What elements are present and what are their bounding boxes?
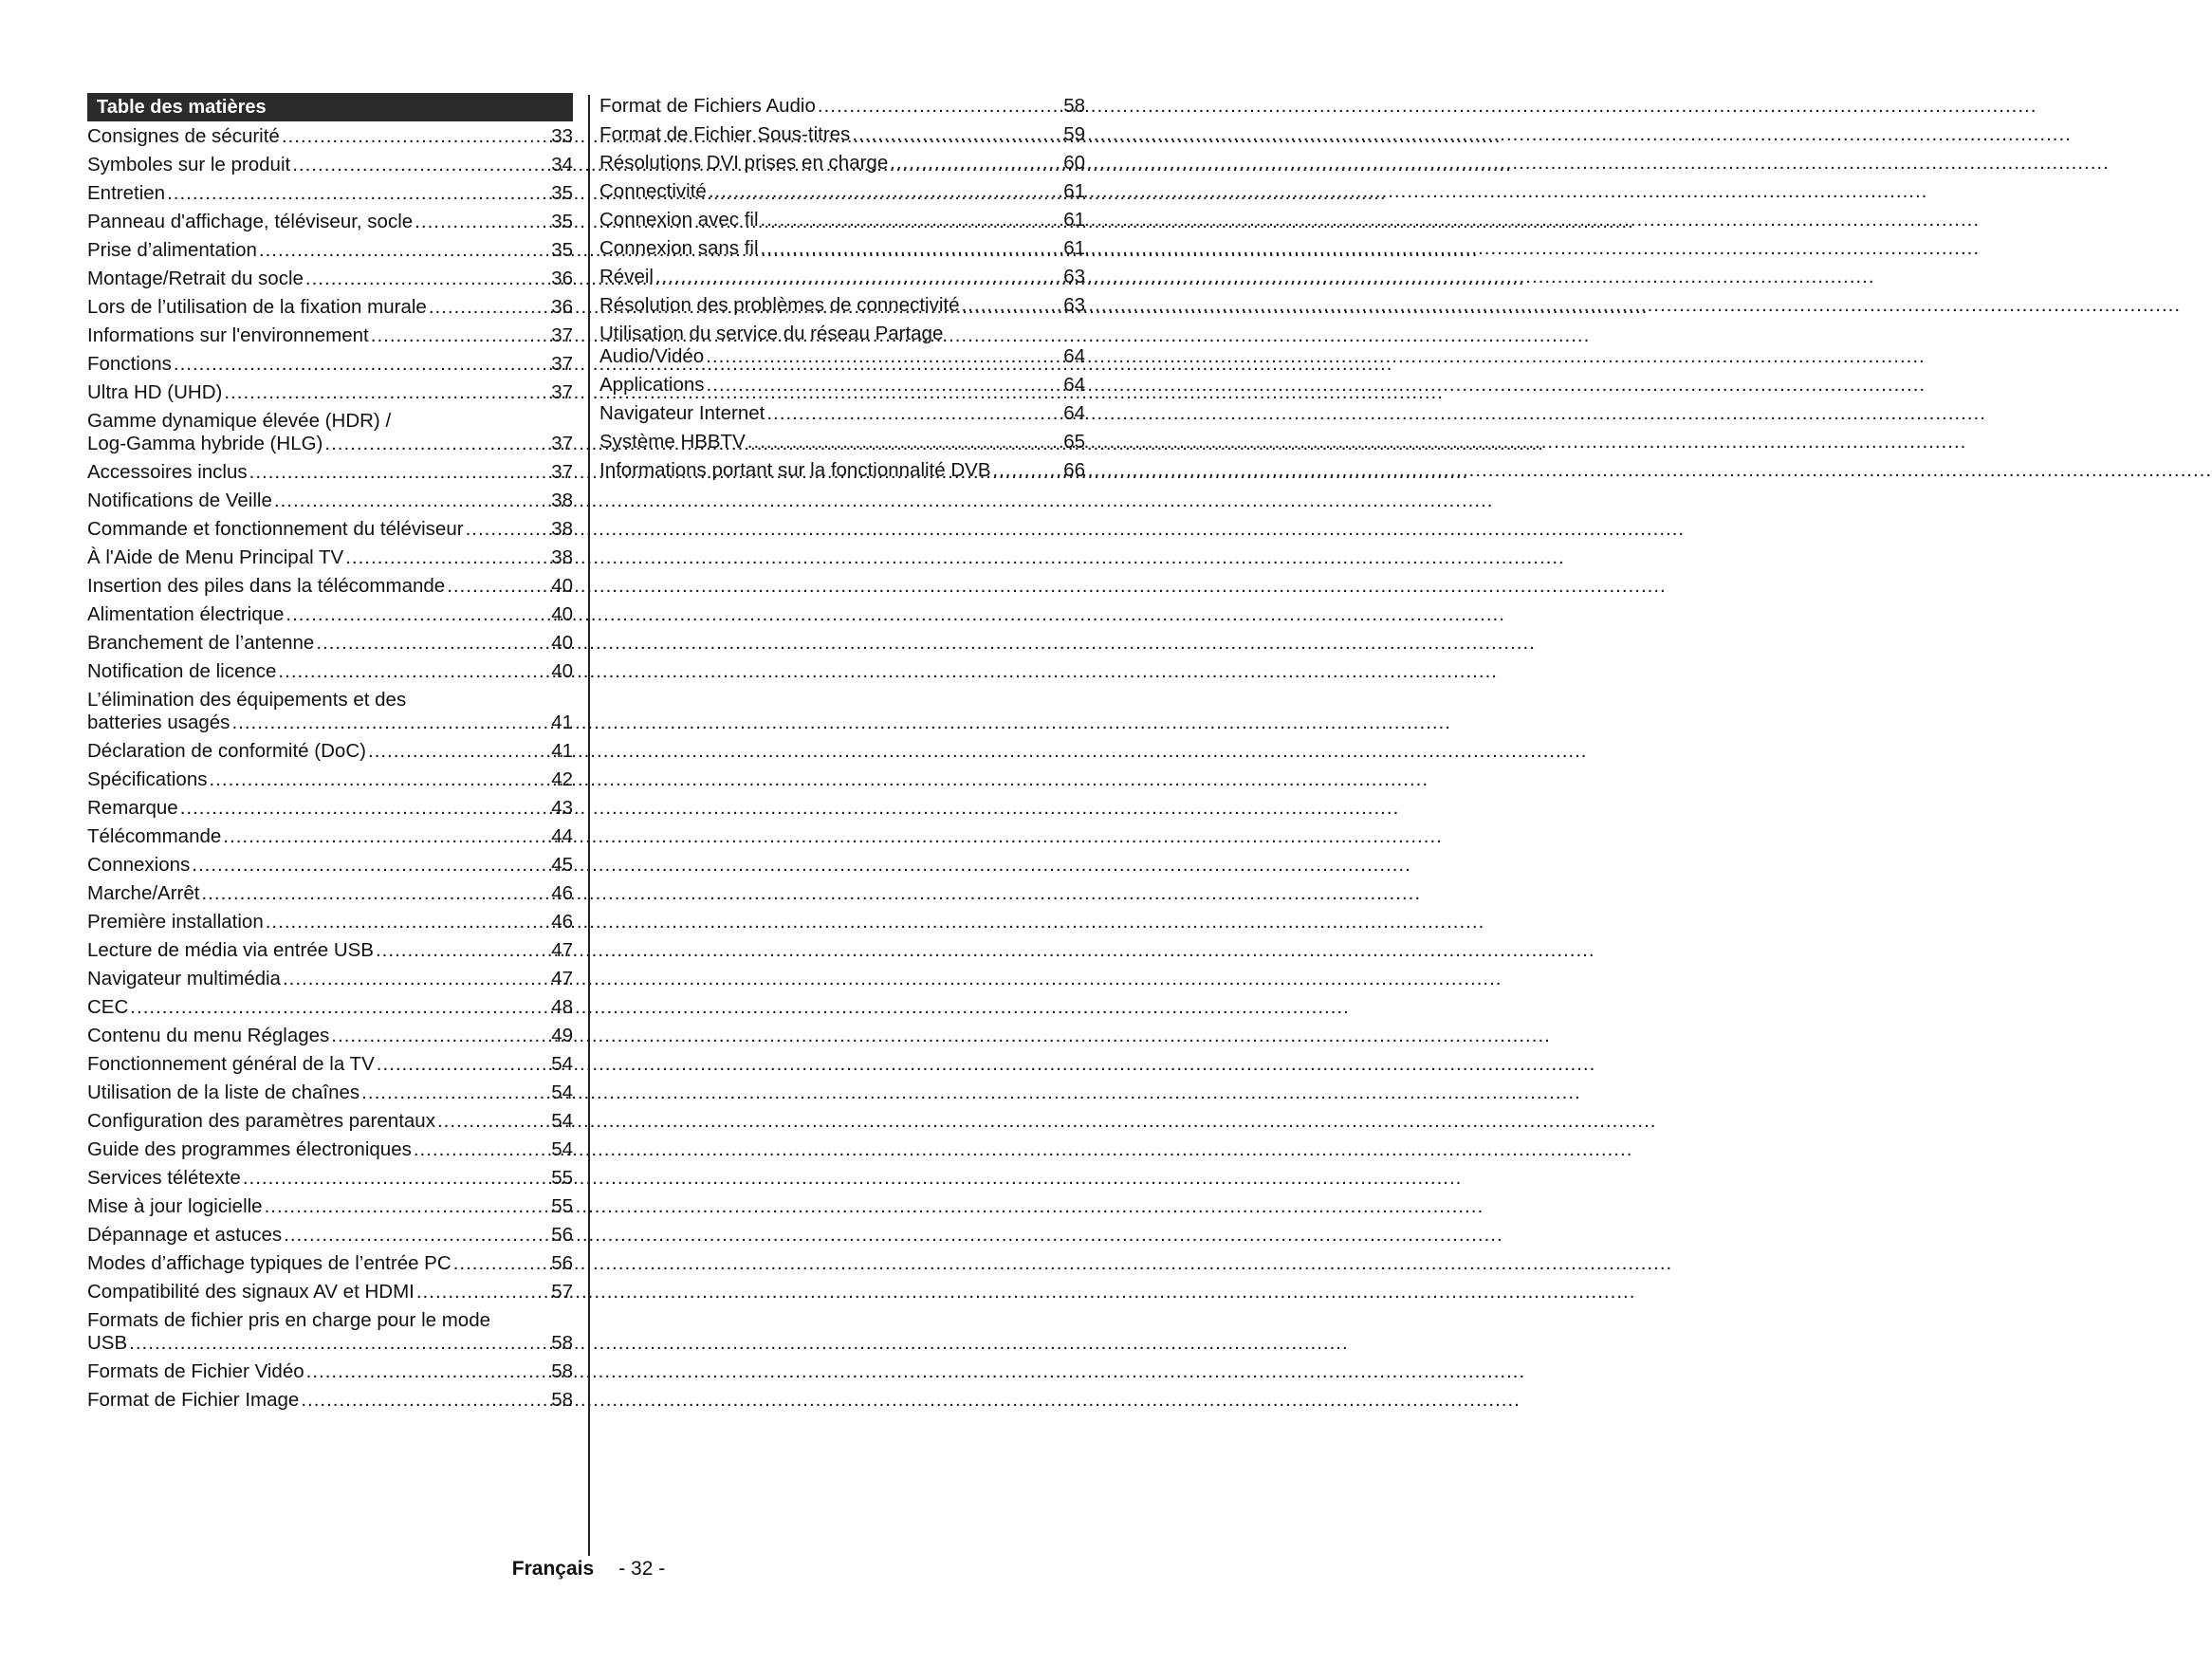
toc-entry-title: Fonctionnement général de la TV (87, 1053, 375, 1075)
dot-leader (447, 575, 549, 598)
toc-entry-title: Résolutions DVI prises en charge (599, 152, 889, 174)
toc-entry-row (87, 1332, 573, 1355)
toc-entry-title: Dépannage et astuces (87, 1224, 283, 1246)
toc-list-right (599, 92, 1085, 485)
toc-entry[interactable] (599, 206, 1085, 234)
dot-leader (761, 237, 1062, 260)
toc-entry-title: USB (87, 1332, 128, 1354)
toc-entry[interactable] (87, 122, 573, 151)
toc-entry-page: 34 (551, 154, 573, 176)
dot-leader (437, 1110, 549, 1133)
toc-entry-title: Système HBBTV (599, 431, 746, 453)
dot-leader (292, 154, 549, 176)
toc-entry[interactable] (599, 399, 1085, 428)
toc-entry-page: 42 (551, 768, 573, 790)
toc-entry[interactable] (87, 1050, 573, 1079)
toc-entry-title: Prise d’alimentation (87, 239, 257, 261)
toc-entry-page: 38 (551, 490, 573, 511)
toc-entry-title: Mise à jour logicielle (87, 1195, 263, 1217)
toc-entry-title-line1: L’élimination des équipements et des (87, 689, 407, 711)
toc-entry[interactable] (599, 371, 1085, 399)
toc-entry-title: Navigateur multimédia (87, 968, 281, 989)
toc-entry[interactable] (599, 92, 1085, 120)
dot-leader (283, 968, 549, 990)
toc-entry-page: 49 (551, 1025, 573, 1046)
toc-entry-title: Connexions (87, 854, 191, 876)
toc-entry-page: 61 (1063, 237, 1085, 259)
toc-entry-page: 54 (551, 1082, 573, 1103)
toc-entry-page: 37 (551, 353, 573, 375)
toc-entry-title: batteries usagés (87, 712, 230, 733)
toc-entry[interactable] (87, 487, 573, 515)
toc-entry[interactable] (87, 179, 573, 208)
toc-entry[interactable] (87, 1249, 573, 1278)
dot-leader (316, 632, 549, 655)
toc-entry[interactable] (599, 320, 1085, 371)
toc-entry[interactable] (87, 965, 573, 993)
toc-entry-title-line1: Formats de fichier pris en charge pour le mode (87, 1309, 491, 1331)
toc-entry[interactable] (87, 737, 573, 766)
toc-entry-title: Configuration des paramètres parentaux (87, 1110, 435, 1132)
toc-entry-title: Format de Fichier Sous-titres (599, 123, 851, 145)
toc-entry-page: 46 (551, 911, 573, 933)
toc-entry-title: Audio/Vidéo (599, 345, 705, 367)
dot-leader (466, 518, 550, 541)
toc-entry-page: 41 (551, 712, 573, 733)
toc-entry-title: Informations sur l'environnement (87, 324, 369, 346)
column-divider (588, 95, 590, 1556)
dot-leader (129, 1332, 549, 1355)
toc-entry[interactable] (87, 1107, 573, 1136)
toc-entry[interactable] (87, 236, 573, 265)
dot-leader (345, 546, 549, 569)
dot-leader (709, 180, 1061, 203)
dot-leader (265, 1195, 550, 1218)
toc-entry[interactable] (87, 544, 573, 572)
toc-entry-page: 40 (551, 603, 573, 625)
toc-entry-title: Connectivité (599, 180, 707, 202)
toc-entry-page: 37 (551, 381, 573, 403)
dot-leader (453, 1252, 550, 1275)
toc-entry[interactable] (87, 350, 573, 379)
toc-entry-title: Consignes de sécurité (87, 125, 280, 147)
toc-entry[interactable] (87, 1278, 573, 1306)
dot-leader (278, 660, 549, 683)
toc-entry[interactable] (87, 879, 573, 908)
toc-entry-title: Commande et fonctionnement du téléviseur (87, 518, 464, 540)
toc-entry[interactable] (87, 1386, 573, 1414)
toc-entry-title: Insertion des piles dans la télécommande (87, 575, 446, 597)
toc-entry[interactable] (87, 407, 573, 458)
footer-page-number: - 32 - (618, 1558, 666, 1580)
toc-entry-page: 37 (551, 324, 573, 346)
toc-entry-title-line1: Utilisation du service du réseau Partage (599, 323, 944, 344)
dot-leader (429, 296, 549, 319)
dot-leader (282, 125, 549, 148)
dot-leader (852, 123, 1061, 146)
toc-left-column (87, 93, 573, 1414)
toc-entry-page: 64 (1063, 402, 1085, 424)
toc-entry[interactable] (87, 322, 573, 350)
toc-entry-title: Résolution des problèmes de connectivité (599, 294, 960, 316)
toc-entry-page: 37 (551, 433, 573, 454)
dot-leader (130, 996, 549, 1019)
toc-entry-title: Contenu du menu Réglages (87, 1025, 330, 1046)
dot-leader (192, 854, 549, 877)
toc-entry-page: 44 (551, 825, 573, 847)
toc-entry[interactable] (599, 177, 1085, 206)
toc-entry-page: 36 (551, 268, 573, 289)
toc-entry-title: Format de Fichier Image (87, 1389, 300, 1411)
toc-entry[interactable] (87, 379, 573, 407)
toc-entry-page: 35 (551, 239, 573, 261)
toc-entry-page: 59 (1063, 123, 1085, 145)
dot-leader (284, 1224, 549, 1247)
dot-leader (706, 345, 1061, 368)
toc-entry-title: Modes d’affichage typiques de l’entrée PC (87, 1252, 452, 1274)
toc-entry[interactable] (87, 1079, 573, 1107)
toc-list-left (87, 122, 573, 1414)
toc-entry-page: 47 (551, 939, 573, 961)
toc-entry-page: 40 (551, 632, 573, 654)
toc-entry[interactable] (87, 1193, 573, 1221)
toc-entry[interactable] (87, 208, 573, 236)
dot-leader (223, 825, 549, 848)
dot-leader (201, 882, 549, 905)
toc-entry-page: 63 (1063, 266, 1085, 287)
toc-entry[interactable] (87, 151, 573, 179)
toc-entry-title: Montage/Retrait du socle (87, 268, 304, 289)
toc-entry-title: Spécifications (87, 768, 208, 790)
toc-entry[interactable] (87, 1136, 573, 1164)
dot-leader (274, 490, 549, 512)
toc-entry[interactable] (599, 149, 1085, 177)
toc-entry-page: 46 (551, 882, 573, 904)
dot-leader (415, 211, 549, 233)
toc-entry[interactable] (599, 234, 1085, 263)
toc-entry[interactable] (87, 629, 573, 657)
toc-entry-page: 55 (551, 1195, 573, 1217)
toc-entry[interactable] (87, 293, 573, 322)
toc-entry[interactable] (599, 456, 1085, 485)
toc-entry-title: Remarque (87, 797, 178, 819)
dot-leader (761, 209, 1062, 231)
dot-leader (243, 1167, 549, 1190)
toc-entry-page: 61 (1063, 209, 1085, 231)
toc-entry-title: Compatibilité des signaux AV et HDMI (87, 1281, 415, 1303)
toc-entry[interactable] (87, 657, 573, 686)
toc-entry-page: 64 (1063, 345, 1085, 367)
toc-entry[interactable] (87, 601, 573, 629)
toc-entry-row (599, 345, 1085, 368)
toc-entry-title: À l'Aide de Menu Principal TV (87, 546, 344, 568)
toc-entry-page: 66 (1063, 459, 1085, 481)
toc-entry[interactable] (87, 851, 573, 879)
toc-entry-title: Accessoires inclus (87, 461, 248, 483)
toc-entry[interactable] (87, 458, 573, 487)
toc-entry-page: 56 (551, 1224, 573, 1246)
dot-leader (266, 911, 549, 934)
dot-leader (655, 266, 1061, 288)
toc-entry-title: Réveil (599, 266, 654, 287)
dot-leader (377, 1053, 549, 1076)
toc-entry-page: 37 (551, 461, 573, 483)
toc-entry-title: Fonctions (87, 353, 172, 375)
toc-entry-title: Marche/Arrêt (87, 882, 200, 904)
toc-entry[interactable] (87, 766, 573, 794)
toc-entry-page: 54 (551, 1138, 573, 1160)
toc-entry-title: Utilisation de la liste de chaînes (87, 1082, 360, 1103)
toc-entry[interactable] (87, 1164, 573, 1193)
toc-entry-page: 58 (551, 1332, 573, 1354)
toc-entry-page: 35 (551, 211, 573, 232)
dot-leader (331, 1025, 549, 1047)
toc-entry-page: 35 (551, 182, 573, 204)
toc-entry-page: 48 (551, 996, 573, 1018)
toc-entry-page: 43 (551, 797, 573, 819)
toc-entry[interactable] (599, 428, 1085, 456)
dot-leader (747, 431, 1061, 453)
toc-entry-title: Télécommande (87, 825, 222, 847)
dot-leader (209, 768, 549, 791)
dot-leader (167, 182, 549, 205)
toc-heading: Table des matières (87, 93, 573, 121)
dot-leader (766, 402, 1061, 425)
toc-entry[interactable] (87, 1306, 573, 1358)
toc-entry-title: Notification de licence (87, 660, 277, 682)
toc-entry-page: 64 (1063, 374, 1085, 396)
toc-entry[interactable] (87, 993, 573, 1022)
toc-entry-title: Déclaration de conformité (DoC) (87, 740, 366, 762)
toc-entry[interactable] (87, 936, 573, 965)
toc-entry-title: Ultra HD (UHD) (87, 381, 223, 403)
toc-entry-title: Connexion avec fil (599, 209, 759, 231)
dot-leader (286, 603, 549, 626)
dot-leader (249, 461, 550, 484)
dot-leader (174, 353, 549, 376)
dot-leader (224, 381, 549, 404)
toc-entry-page: 36 (551, 296, 573, 318)
toc-entry-title: Lors de l’utilisation de la fixation murale (87, 296, 427, 318)
page-footer (0, 1558, 1177, 1581)
toc-entry-row (87, 712, 573, 734)
toc-entry-page: 60 (1063, 152, 1085, 174)
toc-entry[interactable] (599, 263, 1085, 291)
dot-leader (180, 797, 549, 820)
dot-leader (993, 459, 1062, 482)
toc-entry-page: 41 (551, 740, 573, 762)
toc-entry-title: Services télétexte (87, 1167, 241, 1189)
toc-entry[interactable] (87, 572, 573, 601)
toc-entry[interactable] (87, 908, 573, 936)
dot-leader (231, 712, 549, 734)
toc-entry-title: Log-Gamma hybride (HLG) (87, 433, 323, 454)
dot-leader (961, 294, 1061, 317)
toc-entry-page: 56 (551, 1252, 573, 1274)
toc-entry-title: CEC (87, 996, 129, 1018)
toc-entry[interactable] (599, 291, 1085, 320)
toc-right-column (599, 92, 1085, 485)
toc-entry-page: 61 (1063, 180, 1085, 202)
toc-entry-page: 33 (551, 125, 573, 147)
toc-entry-title: Informations portant sur la fonctionnalité DVB (599, 459, 991, 481)
toc-entry-title: Première installation (87, 911, 264, 933)
toc-entry-page: 58 (1063, 95, 1085, 117)
toc-entry-title: Panneau d'affichage, téléviseur, socle (87, 211, 414, 232)
toc-entry-page: 55 (551, 1167, 573, 1189)
toc-entry[interactable] (87, 686, 573, 737)
dot-leader (306, 1360, 550, 1383)
dot-leader (301, 1389, 549, 1412)
toc-entry-page: 40 (551, 660, 573, 682)
toc-entry[interactable] (87, 1221, 573, 1249)
dot-leader (707, 374, 1062, 397)
dot-leader (259, 239, 549, 262)
dot-leader (414, 1138, 549, 1161)
toc-entry[interactable] (599, 120, 1085, 149)
toc-entry-page: 63 (1063, 294, 1085, 316)
toc-entry-title: Connexion sans fil (599, 237, 759, 259)
dot-leader (818, 95, 1061, 118)
toc-entry[interactable] (87, 515, 573, 544)
toc-entry-title: Alimentation électrique (87, 603, 285, 625)
toc-entry-page: 65 (1063, 431, 1085, 453)
toc-entry-page: 47 (551, 968, 573, 989)
toc-entry-title: Format de Fichiers Audio (599, 95, 816, 117)
toc-entry-title: Branchement de l’antenne (87, 632, 315, 654)
dot-leader (368, 740, 549, 763)
dot-leader (305, 268, 549, 290)
dot-leader (890, 152, 1061, 175)
toc-entry[interactable] (87, 1358, 573, 1386)
toc-entry[interactable] (87, 823, 573, 851)
toc-entry-page: 57 (551, 1281, 573, 1303)
toc-entry[interactable] (87, 1022, 573, 1050)
toc-entry-title: Navigateur Internet (599, 402, 765, 424)
toc-entry-page: 38 (551, 546, 573, 568)
dot-leader (371, 324, 549, 347)
dot-leader (361, 1082, 549, 1104)
toc-entry-title-line1: Gamme dynamique élevée (HDR) / (87, 410, 392, 432)
toc-entry-title: Formats de Fichier Vidéo (87, 1360, 304, 1382)
toc-entry[interactable] (87, 265, 573, 293)
toc-entry-page: 54 (551, 1110, 573, 1132)
toc-entry-page: 40 (551, 575, 573, 597)
toc-entry-page: 58 (551, 1360, 573, 1382)
toc-entry-title: Symboles sur le produit (87, 154, 291, 176)
toc-entry-title: Notifications de Veille (87, 490, 272, 511)
toc-entry-title: Guide des programmes électroniques (87, 1138, 412, 1160)
toc-entry-title: Lecture de média via entrée USB (87, 939, 374, 961)
footer-language: Français (511, 1558, 595, 1580)
dot-leader (376, 939, 549, 962)
toc-entry-page: 54 (551, 1053, 573, 1075)
toc-entry-page: 45 (551, 854, 573, 876)
toc-entry-page: 38 (551, 518, 573, 540)
dot-leader (324, 433, 549, 455)
dot-leader (416, 1281, 549, 1303)
toc-entry-page: 58 (551, 1389, 573, 1411)
toc-entry-title: Applications (599, 374, 705, 396)
toc-entry-title: Entretien (87, 182, 166, 204)
toc-entry[interactable] (87, 794, 573, 823)
toc-entry-row (87, 433, 573, 455)
